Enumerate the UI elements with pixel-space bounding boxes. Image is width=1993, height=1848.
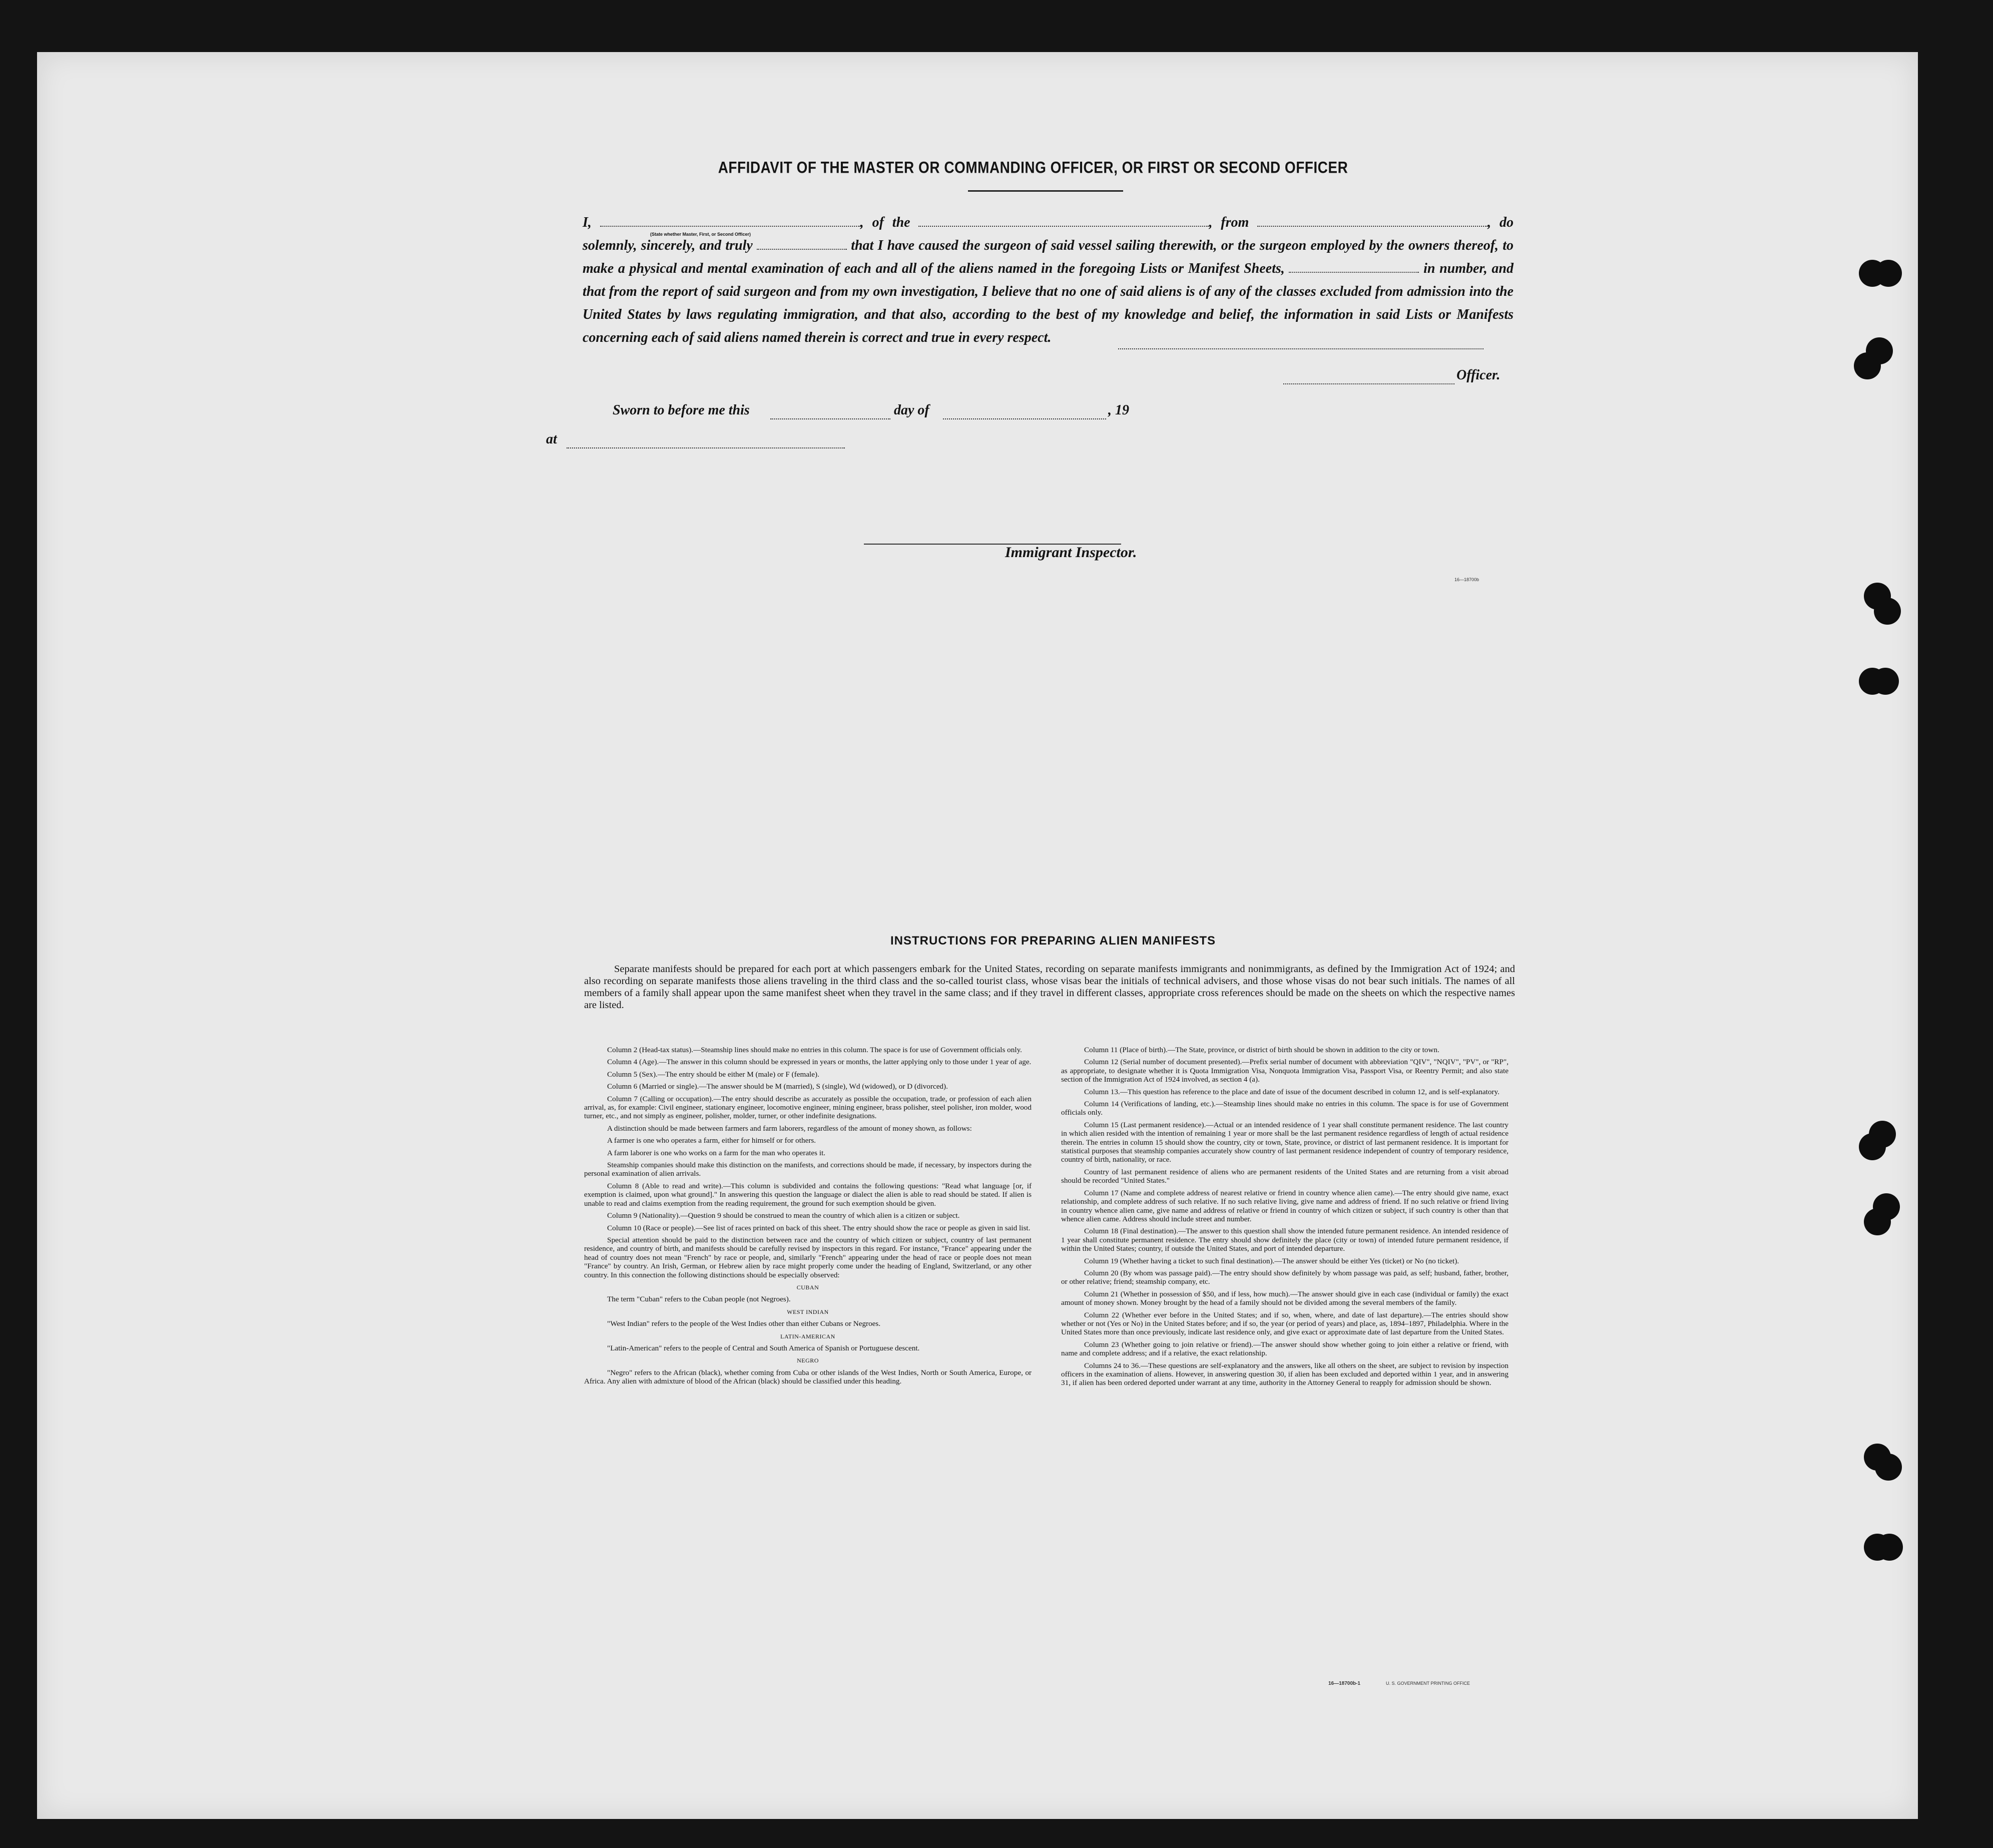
instruction-paragraph: Column 20 (By whom was passage paid).—The entry should show definitely by whom passage was paid, as self; husband, father, brother, or other relative; friend; steamship company, etc. — [1061, 1268, 1509, 1286]
vessel-name-field[interactable] — [918, 216, 1209, 227]
at-label: at — [546, 431, 557, 447]
officer-label: Officer. — [1456, 367, 1501, 383]
officer-rank-field[interactable] — [600, 216, 860, 227]
instruction-paragraph: Column 22 (Whether ever before in the United States; and if so, when, where, and date of last departure).—The entries should show whether or not (Yes or No) in the United States before; and if so, the year (or period of years) and place, as, 1894–1897, Philadelphia. Where in the United States more than once previously, indicate last residence only, and give exact or approximate date of last departure from the United States. — [1061, 1310, 1509, 1337]
punch-hole — [1875, 260, 1902, 287]
title-rule — [968, 190, 1123, 192]
affidavit-from: , from — [1209, 215, 1249, 230]
port-from-field[interactable] — [1257, 216, 1487, 227]
instruction-paragraph: Column 6 (Married or single).—The answer should be M (married), S (single), Wd (widowed), or D (divorced). — [607, 1082, 948, 1091]
instructions-intro: Separate manifests should be prepared for each port at which passengers embark for the United States, recording on separate manifests immigrants and nonimmigrants, as defined by the Immigration Act of 1924; and also recording on separate manifests those aliens traveling in the third class and the so-called tourist class, whose visas bear the initials of technical advisers, and those whose visas do not bear such initials. The names of all members of a family shall appear upon the same manifest sheet when they travel in the same class; and if they travel in different classes, appropriate cross references should be made on the sheets on which the respective names are listed. — [584, 964, 1515, 1011]
instruction-paragraph: Column 15 (Last permanent residence).—Actual or an intended residence of 1 year shall constitute permanent residence. The last country in which alien resided with the intention of remaining 1 year or more shall be the last permanent residence regardless of length of actual residence therein. The entries in column 15 should show the country, city or town, State, province, or district of last permanent residence. It is important for statistical purposes that steamship companies accurately show country of last permanent residence independent of country of temporary residence, country of birth, nationality, or race. — [1061, 1120, 1509, 1164]
sheet-count-field[interactable] — [1289, 262, 1419, 273]
sworn-label: Sworn to before me this — [613, 402, 750, 418]
instructions-left-column — [584, 1046, 1032, 1390]
instruction-paragraph: Special attention should be paid to the distinction between race and the country of which citizen or subject, country of last permanent residence, and country of birth, and manifests should be carefully revised by inspectors in this regard. For instance, "France" appearing under the head of country does not mean "French" by race or people, and, similarly "French" appearing under the head of race or people does not mean "France" by country. An Irish, German, or Hebrew alien by race might properly come under the heading of England, Switzerland, or any other country. In this connection the following distinctions should be especially observed: — [584, 1235, 1032, 1279]
inspector-label: Immigrant Inspector. — [1005, 544, 1137, 561]
west-indian-definition: "West Indian" refers to the people of the West Indies other than either Cubans or Negroes. — [607, 1319, 881, 1328]
affidavit-i: I, — [583, 215, 592, 230]
manifest-sheet — [37, 52, 1918, 1819]
instructions-right-column — [1061, 1046, 1509, 1391]
affidavit-of-the: , of the — [860, 215, 910, 230]
instruction-paragraph: Country of last permanent residence of aliens who are permanent residents of the United States and are returning from a visit abroad should be recorded "United States." — [1061, 1167, 1509, 1185]
at-location-field[interactable] — [567, 446, 845, 448]
instruction-paragraph: Columns 24 to 36.—These questions are self-explanatory and the answers, like all others on the sheet, are subject to revision by inspection officers in the examination of aliens. However, in answering question 30, if alien has been excluded and deported within 1 year, and in answering 31, if alien has been ordered deported under warrant at any time, authority in the Attorney General to reapply for admission should be shown. — [1061, 1361, 1509, 1388]
instruction-paragraph: Column 18 (Final destination).—The answer to this question shall show the intended future permanent residence. An intended residence of 1 year shall constitute permanent residence. The entry should show definitely the place (city or town) of intended future permanent residence, if within the United States; country, if outside the United States, and port of intended departure. — [1061, 1227, 1509, 1253]
instructions-title: INSTRUCTIONS FOR PREPARING ALIEN MANIFESTS — [890, 934, 1216, 948]
latin-american-definition: "Latin-American" refers to the people of Central and South America of Spanish or Portuguese descent. — [607, 1343, 920, 1352]
instruction-paragraph: Column 4 (Age).—The answer in this column should be expressed in years or months, the latter applying only to those under 1 year of age. — [607, 1058, 1032, 1067]
west-indian-heading: WEST INDIAN — [787, 1308, 829, 1315]
cuban-heading: CUBAN — [796, 1283, 819, 1291]
affidavit-do: , do — [1487, 215, 1514, 230]
punch-hole — [1875, 1454, 1902, 1481]
signature-line[interactable] — [1118, 347, 1483, 349]
negro-definition: "Negro" refers to the African (black), whether coming from Cuba or other islands of the West Indies, North or South America, Europe, or Africa. Any alien with admixture of blood of the African (black) should be classified under this heading. — [584, 1368, 1032, 1386]
instruction-paragraph: Column 17 (Name and complete address of nearest relative or friend in country whence alien came).—The entry should give name, exact relationship, and complete address of such relative. If no such relative living, give name and address of friend. If no such relative or friend living in country whence alien came, give name and address of relative or friend in country of which citizen or subject, if such country is other than that whence alien came. Address should include street and number. — [1061, 1188, 1509, 1223]
affidavit-clause-2: in number, and that from the report of said surgeon and from my own investigation, I believe that no one of said aliens is of any of the classes excluded from admission into the United States by laws regulating immigration, and that also, according to the best of my knowledge and belief, the information in said Lists or Manifests concerning each of said aliens named therein is correct and true in every respect. — [583, 261, 1514, 345]
officer-rank-signature-field[interactable] — [1283, 382, 1454, 384]
officer-rank-caption: (State whether Master, First, or Second Officer) — [650, 232, 751, 237]
punch-hole — [1876, 1534, 1903, 1561]
sworn-month-field[interactable] — [943, 417, 1106, 419]
instruction-paragraph: Column 8 (Able to read and write).—This column is subdivided and contains the following questions: "Read what language [or, if exemption is claimed, upon what ground]." In answering this question the language or dialect the alien is able to read should be stated. If alien is unable to read and claims exemption from the reading requirement, the ground for such exemption should be given. — [584, 1181, 1032, 1208]
instruction-paragraph: Column 7 (Calling or occupation).—The entry should describe as accurately as possible the occupation, trade, or profession of each alien arrival, as, for example: Civil engineer, stationary engineer, locomotive engineer, mining engineer, brass polisher, steel polisher, iron molder, wood turner, etc., and not simply as engineer, polisher, molder, turner, or other indefinite designations. — [584, 1094, 1032, 1121]
instruction-paragraph: Column 21 (Whether in possession of $50, and if less, how much).—The answer should give in each case (individual or family) the exact amount of money shown. Money brought by the head of a family should not be divided among the several members of the family. — [1061, 1289, 1509, 1307]
affidavit-title: AFFIDAVIT OF THE MASTER OR COMMANDING OFFICER, OR FIRST OR SECOND OFFICER — [718, 158, 1348, 177]
instruction-paragraph: A distinction should be made between farmers and farm laborers, regardless of the amount of money shown, as follows: — [607, 1124, 972, 1133]
footer-printer-imprint: U. S. GOVERNMENT PRINTING OFFICE — [1386, 1681, 1470, 1686]
form-code: 16—18700b — [1454, 577, 1479, 582]
instruction-paragraph: Steamship companies should make this distinction on the manifests, and corrections should be made, if necessary, by inspectors during the personal examination of alien arrivals. — [584, 1161, 1032, 1178]
cuban-definition: The term "Cuban" refers to the Cuban people (not Negroes). — [607, 1295, 791, 1304]
instruction-paragraph: A farm laborer is one who works on a farm for the man who operates it. — [607, 1148, 826, 1157]
instruction-paragraph: Column 10 (Race or people).—See list of races printed on back of this sheet. The entry should show the race or people as given in said list. — [607, 1223, 1031, 1232]
instruction-paragraph: Column 19 (Whether having a ticket to such final destination).—The answer should be either Yes (ticket) or No (no ticket). — [1084, 1256, 1459, 1265]
punch-hole — [1854, 352, 1881, 379]
punch-hole — [1859, 1133, 1886, 1160]
latin-american-heading: LATIN-AMERICAN — [780, 1332, 835, 1340]
punch-hole — [1872, 668, 1899, 695]
punch-hole — [1864, 1208, 1891, 1235]
instruction-paragraph: Column 23 (Whether going to join relative or friend).—The answer should show whether going to join either a relative or friend, with name and complete address; and if a relative, the exact relationship. — [1061, 1340, 1509, 1358]
instruction-paragraph: Column 9 (Nationality).—Question 9 should be construed to mean the country of which alien is a citizen or subject. — [607, 1211, 960, 1220]
instruction-paragraph: Column 12 (Serial number of document presented).—Prefix serial number of document with abbreviation "QIV", "NQIV", "PV", or "RP", as appropriate, to designate whether it is Quota Immigration Visa, Nonquota Immigration Visa, Passport Visa, or Reentry Permit; and also state section of the Immigration Act of 1924 involved, as section 4 (a). — [1061, 1058, 1509, 1084]
punch-hole — [1874, 598, 1901, 625]
instruction-paragraph: Column 13.—This question has reference to the place and date of issue of the document described in column 12, and is self-explanatory. — [1084, 1087, 1500, 1096]
instruction-paragraph: Column 5 (Sex).—The entry should be either M (male) or F (female). — [607, 1070, 819, 1079]
affidavit-solemnly: solemnly, sincerely, and truly — [583, 238, 753, 253]
sworn-year-label: , 19 — [1108, 402, 1129, 418]
negro-heading: NEGRO — [797, 1357, 819, 1364]
oath-type-field[interactable] — [757, 239, 847, 250]
footer-form-code: 16—18700b-1 — [1328, 1681, 1360, 1686]
sworn-day-field[interactable] — [770, 417, 890, 419]
sworn-day-of-label: day of — [894, 402, 929, 418]
affidavit-clause-1: that I have caused the surgeon of said vessel sailing therewith, or the surgeon employed by the owners thereof, to make a physical and mental examination of each and all of the aliens named in the foregoing Lists or Manifest Sheets, — [583, 238, 1514, 276]
instruction-paragraph: Column 14 (Verifications of landing, etc.).—Steamship lines should make no entries in this column. The space is for use of Government officials only. — [1061, 1100, 1509, 1117]
instruction-paragraph: Column 2 (Head-tax status).—Steamship lines should make no entries in this column. The space is for use of Government officials only. — [607, 1046, 1022, 1054]
instruction-paragraph: A farmer is one who operates a farm, either for himself or for others. — [607, 1136, 816, 1145]
instruction-paragraph: Column 11 (Place of birth).—The State, province, or district of birth should be shown in addition to the city or town. — [1084, 1046, 1439, 1054]
